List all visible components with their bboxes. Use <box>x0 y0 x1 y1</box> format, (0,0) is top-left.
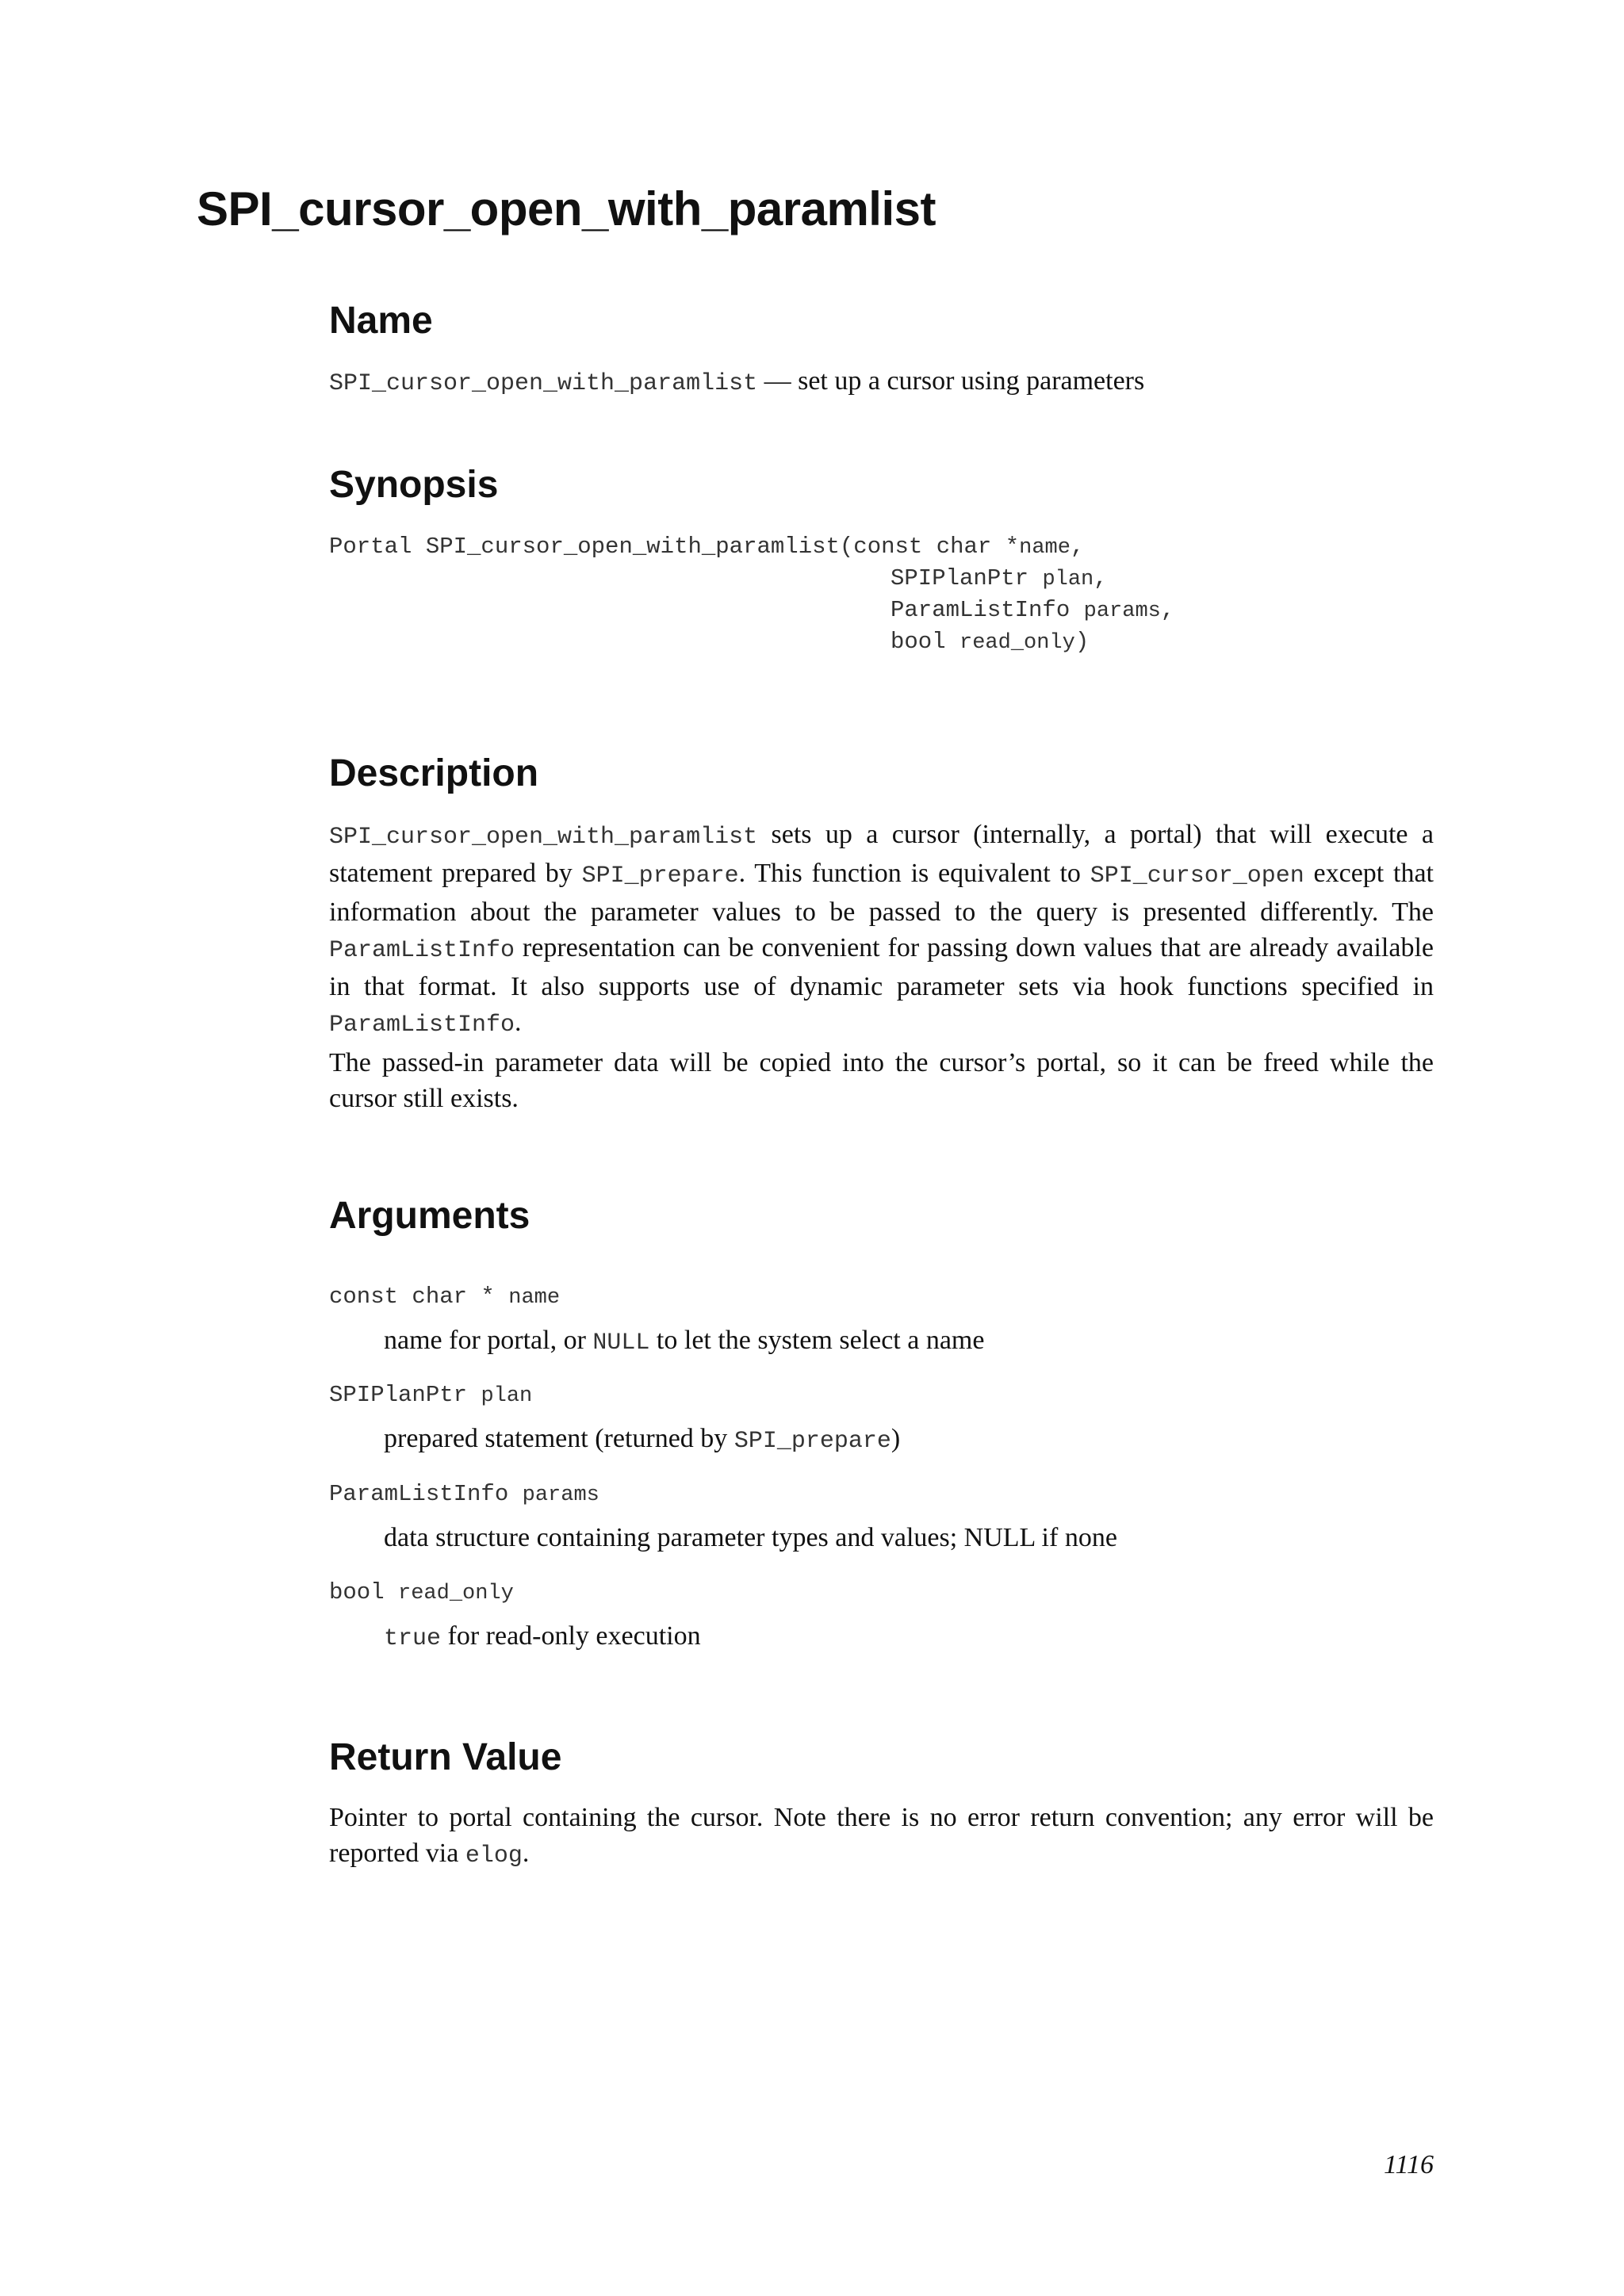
argument-param: plan <box>481 1384 533 1408</box>
argument-desc-text: to let the system select a name <box>649 1326 985 1355</box>
argument-term-params <box>329 1479 599 1511</box>
argument-desc-plan <box>384 1421 900 1460</box>
argument-type: ParamListInfo <box>329 1481 523 1507</box>
synopsis-param: plan <box>1042 568 1094 591</box>
argument-desc-name <box>384 1322 984 1361</box>
description-text: representation can be convenient for passing down values that are already available in that format. It also supports use of dynamic parameter sets via hook functions specified in <box>329 933 1434 1001</box>
argument-param: name <box>508 1286 561 1310</box>
argument-type: bool <box>329 1579 399 1605</box>
synopsis-punct: , <box>1160 597 1175 623</box>
argument-param: read_only <box>398 1582 514 1605</box>
argument-desc-text: ) <box>891 1424 901 1453</box>
synopsis-param: name <box>1019 536 1071 560</box>
synopsis-line <box>891 595 1174 627</box>
return-value-text: Pointer to portal containing the cursor. Note there is no error return convention; any error will be reported via <box>329 1803 1434 1868</box>
synopsis-line <box>329 531 1084 564</box>
function-summary: — set up a cursor using parameters <box>757 366 1145 396</box>
description-paragraph-2: The passed-in parameter data will be copied into the cursor’s portal, so it can be freed while the cursor still exists. <box>329 1048 1434 1113</box>
argument-desc-text: for read-only execution <box>441 1621 701 1651</box>
synopsis-type: Portal SPI_cursor_open_with_paramlist(const char * <box>329 534 1020 560</box>
description-text: . This function is equivalent to <box>738 859 1090 888</box>
inline-code: SPI_cursor_open_with_paramlist <box>329 824 758 851</box>
inline-code: ParamListInfo <box>329 1012 515 1039</box>
inline-code: ParamListInfo <box>329 937 515 964</box>
argument-desc-text: prepared statement (returned by <box>384 1424 734 1453</box>
return-value-text: . <box>522 1839 530 1868</box>
synopsis-punct: , <box>1094 565 1108 591</box>
argument-desc-params <box>384 1520 1117 1559</box>
inline-code: SPI_prepare <box>581 863 739 890</box>
synopsis-type: SPIPlanPtr <box>891 565 1043 591</box>
section-heading-arguments: Arguments <box>329 1195 530 1237</box>
synopsis-line <box>891 626 1089 659</box>
section-heading-name: Name <box>329 300 433 342</box>
argument-term-plan <box>329 1380 532 1412</box>
synopsis-param: read_only <box>959 631 1075 655</box>
synopsis-punct: ) <box>1074 629 1090 655</box>
section-heading-synopsis: Synopsis <box>329 464 499 506</box>
inline-code: NULL <box>592 1330 650 1357</box>
argument-desc-read-only <box>384 1618 701 1657</box>
argument-type: SPIPlanPtr <box>329 1382 481 1408</box>
argument-desc-text: data structure containing parameter types and values; NULL if none <box>384 1523 1117 1552</box>
inline-code: true <box>384 1625 442 1652</box>
inline-code: elog <box>465 1843 523 1869</box>
name-line <box>329 363 1434 402</box>
inline-code: SPI_prepare <box>733 1428 891 1455</box>
synopsis-type: bool <box>891 629 960 655</box>
section-heading-description: Description <box>329 752 539 794</box>
function-name: SPI_cursor_open_with_paramlist <box>329 370 758 397</box>
argument-desc-text: name for portal, or <box>384 1326 593 1355</box>
synopsis-type: ParamListInfo <box>891 597 1084 623</box>
description-text: except that information about the parameter values to be passed to the query is presented differently. The <box>329 859 1434 927</box>
page-title: SPI_cursor_open_with_paramlist <box>197 182 936 235</box>
argument-term-read-only <box>329 1577 514 1609</box>
argument-type: const char * <box>329 1284 509 1310</box>
synopsis-line <box>891 563 1108 595</box>
return-value-paragraph <box>329 1800 1434 1874</box>
section-heading-return-value: Return Value <box>329 1736 562 1778</box>
inline-code: SPI_cursor_open <box>1090 863 1304 890</box>
description-paragraph-1 <box>329 817 1434 1043</box>
page-number: 1116 <box>1384 2150 1434 2179</box>
description-text: . <box>515 1008 522 1037</box>
description-text: sets up a cursor (internally, a portal) that will execute a statement prepared by <box>329 820 1434 888</box>
argument-param: params <box>522 1483 599 1507</box>
synopsis-param: params <box>1083 599 1161 623</box>
argument-term-name <box>329 1281 560 1314</box>
synopsis-punct: , <box>1070 534 1085 560</box>
